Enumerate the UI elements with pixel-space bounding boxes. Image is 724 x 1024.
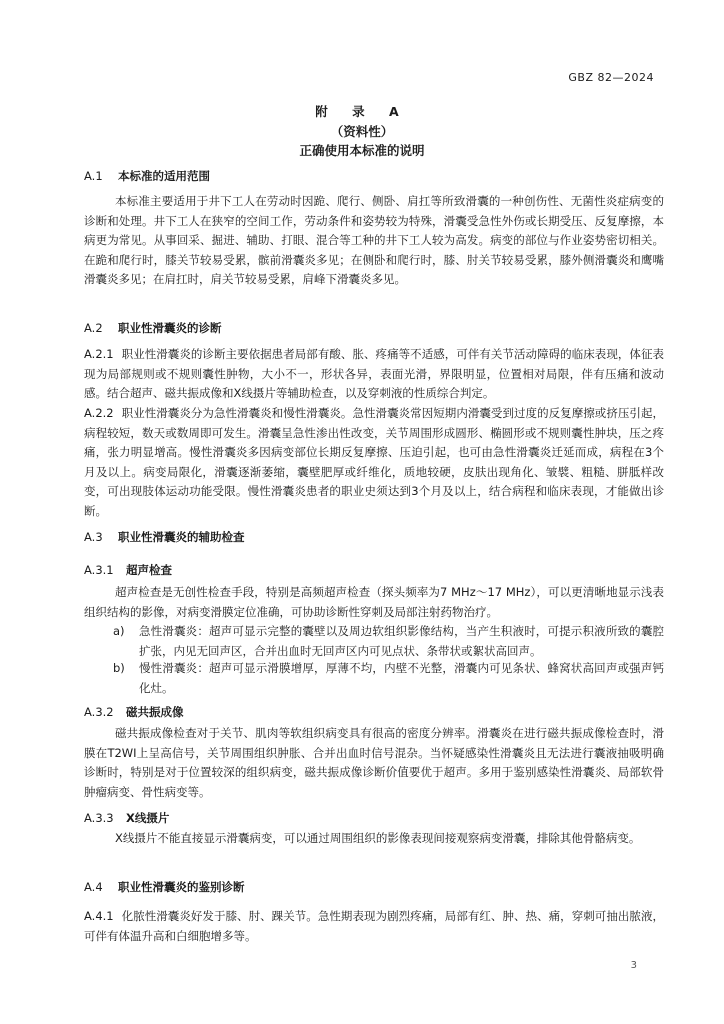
section-a3-heading [84, 529, 664, 545]
clause-number: A.4.1 [84, 909, 114, 923]
section-a33-heading [84, 810, 664, 826]
section-a2-heading [84, 320, 664, 336]
section-title: 职业性滑囊炎的鉴别诊断 [118, 880, 245, 894]
annex-label: 附 录 A [315, 104, 409, 119]
section-a32-paragraph: 磁共振成像检查对于关节、肌肉等软组织病变具有很高的密度分辨率。滑囊炎在进行磁共振成像检查时，滑膜在T2WI上呈高信号，关节周围组织肿胀、合并出血时信号混杂。当怀疑感染性滑囊炎且无法进行囊液抽吸明确诊断时，特别是对于位置较深的组织病变，磁共振成像诊断价值要优于超声。多用于鉴别感染性滑囊炎、局部软骨肿瘤病变、骨性病变等。 [84, 726, 664, 799]
annex-title: 正确使用本标准的说明 [299, 143, 425, 158]
clause-a21 [84, 345, 664, 404]
section-number: A.3 [84, 530, 103, 544]
section-a1-paragraph: 本标准主要适用于井下工人在劳动时因跪、爬行、侧卧、肩扛等所致滑囊的一种创伤性、无菌性炎症病变的诊断和处理。井下工人在狭窄的空间工作，劳动条件和姿势较为特殊，滑囊受急性外伤或长期受压、反复摩擦，本病更为常见。从事回采、掘进、辅助、打眼、混合等工种的井下工人较为高发。病变的部位与作业姿势密切相关。在跪和爬行时，膝关节较易受累，髌前滑囊炎多见；在侧卧和爬行时，膝、肘关节较易受累，膝外侧滑囊炎和鹰嘴滑囊炎多见；在肩扛时，肩关节较易受累，肩峰下滑囊炎多见。 [84, 194, 664, 286]
list-item [113, 622, 664, 661]
list-item-marker: b) [113, 661, 125, 675]
section-number: A.1 [84, 169, 103, 183]
list-item-marker: a) [113, 624, 125, 638]
section-title: 本标准的适用范围 [118, 169, 210, 183]
section-a4-heading [84, 879, 664, 895]
section-number: A.2 [84, 321, 103, 335]
annex-nature: （资料性） [330, 124, 394, 139]
section-title: 磁共振成像 [126, 705, 184, 719]
page-number: 3 [630, 960, 637, 971]
section-number: A.3.1 [84, 563, 114, 577]
standard-code: GBZ 82—2024 [568, 71, 654, 84]
list-item-text: 慢性滑囊炎：超声可显示滑膜增厚，厚薄不均，内壁不光整，滑囊内可见条状、蜂窝状高回声或强声钙化灶。 [139, 661, 664, 695]
section-a1-heading [84, 168, 664, 184]
clause-text: 职业性滑囊炎的诊断主要依据患者局部有酸、胀、疼痛等不适感，可伴有关节活动障碍的临床表现，体征表现为局部规则或不规则囊性肿物，大小不一，形状各异，表面光滑，界限明显，位置相对局限，伴有压痛和波动感。结合超声、磁共振成像和X线摄片等辅助检查，以及穿刺液的性质综合判定。 [84, 347, 664, 400]
clause-number: A.2.2 [84, 406, 114, 420]
section-a31-paragraph: 超声检查是无创性检查手段，特别是高频超声检查（探头频率为7 MHz～17 MHz），可以更清晰地显示浅表组织结构的影像，对病变滑膜定位准确，可协助诊断性穿刺及局部注射药物治疗。 [84, 585, 664, 619]
section-title: 职业性滑囊炎的诊断 [118, 321, 222, 335]
section-number: A.3.2 [84, 705, 114, 719]
list-item [113, 659, 664, 698]
section-title: 超声检查 [126, 563, 172, 577]
clause-number: A.2.1 [84, 347, 114, 361]
section-a32-heading [84, 704, 664, 720]
section-a31-heading [84, 562, 664, 578]
section-title: X线摄片 [126, 811, 170, 825]
section-a33-paragraph: X线摄片不能直接显示滑囊病变，可以通过周围组织的影像表现间接观察病变滑囊，排除其他骨骼病变。 [115, 831, 641, 845]
section-number: A.3.3 [84, 811, 114, 825]
clause-text: 职业性滑囊炎分为急性滑囊炎和慢性滑囊炎。急性滑囊炎常因短期内滑囊受到过度的反复摩擦或挤压引起，病程较短，数天或数周即可发生。滑囊呈急性渗出性改变，关节周围形成圆形、椭圆形或不规则囊性肿块，压之疼痛，张力明显增高。慢性滑囊炎多因病变部位长期反复摩擦、压迫引起，也可由急性滑囊炎迁延而成，病程在3个月及以上。病变局限化，滑囊逐渐萎缩，囊壁肥厚或纤维化，质地较硬，皮肤出现角化、皱襞、粗糙、胼胝样改变，可出现肢体运动功能受限。慢性滑囊炎患者的职业史须达到3个月及以上，结合病程和临床表现，才能做出诊断。 [84, 406, 664, 518]
clause-a22 [84, 404, 664, 521]
clause-text: 化脓性滑囊炎好发于膝、肘、踝关节。急性期表现为剧烈疼痛，局部有红、肿、热、痛，穿刺可抽出脓液，可伴有体温升高和白细胞增多等。 [84, 909, 664, 943]
section-number: A.4 [84, 880, 103, 894]
clause-a41 [84, 907, 664, 946]
list-item-text: 急性滑囊炎：超声可显示完整的囊壁以及周边软组织影像结构，当产生积液时，可提示积液所致的囊腔扩张，内见无回声区，合并出血时无回声区内可见点状、条带状或絮状高回声。 [139, 624, 664, 658]
section-title: 职业性滑囊炎的辅助检查 [118, 530, 245, 544]
